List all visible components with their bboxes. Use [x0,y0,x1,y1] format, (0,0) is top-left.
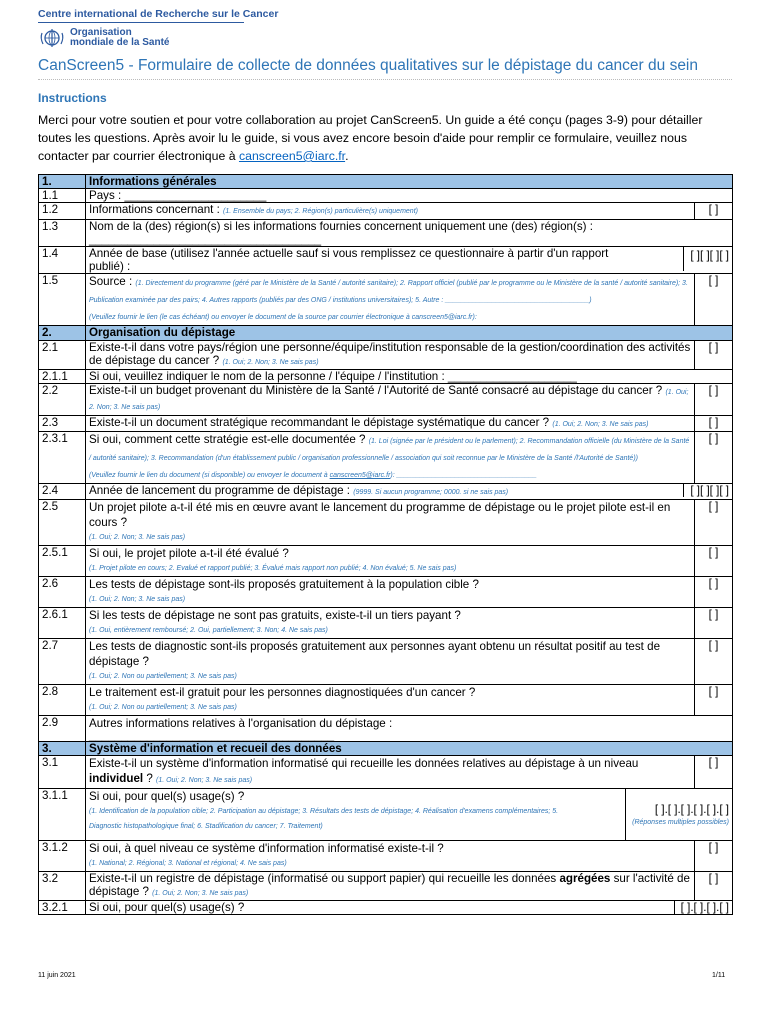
instructions-end: . [345,149,349,163]
question-row [39,500,733,546]
section-number: 3. [39,742,86,756]
question-row [39,608,733,639]
question-text: Existe-t-il un budget provenant du Ministère de la Santé / l'Autorité de Santé consacré au dépistage du cancer ? [89,384,666,398]
question-number: 3.2.1 [39,901,86,915]
question-text: Si oui, à quel niveau ce système d'information informatisé existe-t-il ? [89,841,444,855]
question-text-end: sur l'activité de dépistage ? [89,871,690,898]
instructions-body: Merci pour votre soutien et pour votre collaboration au projet CanScreen5. Un guide a été conçu (pages 3-9) pour détailler toutes les questions. Après avoir lu le guide, si vous avez encore besoin d'aide pour remplir ce formulaire, veuillez nous contacter par courrier électronique à [38,113,703,163]
question-cell [86,608,695,639]
title-divider [38,79,732,80]
document-instructions: (Veuillez fournir le lien du document (si disponible) ou envoyer le document à [89,471,330,479]
section-title: Informations générales [86,175,733,189]
question-number: 2.2 [39,384,86,415]
question-text: Existe-t-il un document stratégique recommandant le dépistage systématique du cancer ? [89,415,553,429]
answer-options: (1. Ensemble du pays; 2. Région(s) particulière(s) uniquement) [223,208,418,216]
answer-options: (1. Loi (signée par le président ou le parlement); 2. Recommandation officielle (du Ministère de la Santé / autorité sanitaire); 3. Recommandation (d'un établissement public / organisation professionnelle / association qui soit reconnue par le Ministère de la Santé /l'Autorité de Santé)) [89,437,690,462]
question-text-end: ? [143,772,156,786]
question-number: 2.9 [39,716,86,742]
question-cell [86,340,695,369]
footer-date: 11 juin 2021 [38,972,76,979]
question-row [39,384,733,415]
question-text: Si oui, comment cette stratégie est-elle documentée ? [89,432,369,446]
year-answer-box[interactable]: [ ][ ][ ][ ] [683,247,732,271]
question-cell [86,431,695,483]
questionnaire-table [38,174,733,915]
email-link[interactable]: canscreen5@iarc.fr [238,149,346,163]
section-number: 2. [39,326,86,340]
answer-box[interactable]: [ ] [694,203,732,219]
question-cell [86,219,733,246]
question-emphasis: individuel [89,772,144,786]
question-text: Existe-t-il un système d'information informatisé qui recueille les données relatives au dépistage à un niveau [89,757,639,771]
answer-options: (1. Oui; 2. Non ou partiellement; 3. Ne sais pas) [89,673,237,681]
answer-options: (1. National; 2. Régional; 3. National et régional; 4. Ne sais pas) [89,859,287,867]
question-cell [86,901,733,915]
question-row [39,370,733,384]
question-text: Si oui, pour quel(s) usage(s) ? [89,790,245,804]
question-number: 2.3 [39,415,86,431]
answer-box[interactable]: [ ] [694,639,732,685]
instructions-text [38,111,734,165]
who-line-2: mondiale de la Santé [70,37,170,48]
question-cell [86,415,695,431]
question-row [39,247,733,274]
question-cell [86,546,695,577]
question-row [39,483,733,499]
multi-answer-box[interactable]: [ ].[ ].[ ].[ ].[ ].[ ] [654,803,729,817]
answer-box[interactable]: [ ] [694,608,732,639]
question-number: 1.4 [39,247,86,274]
answer-box[interactable]: [ ] [694,384,732,415]
question-cell [86,577,695,608]
question-text: Un projet pilote a-t-il été mis en œuvre avant le lancement du programme de dépistage ou le projet pilote est-il en cours ? [89,501,671,530]
question-emphasis: agrégées [559,871,611,885]
source-instructions: (Veuillez fournir le lien (le cas échéant) ou envoyer le document de la source par courrier électronique à canscreen5@iarc.fr): [89,314,477,322]
question-row [39,871,733,900]
multi-answer-box[interactable]: [ ].[ ].[ ].[ ] [674,901,732,914]
question-row [39,756,733,789]
question-cell [86,274,695,326]
question-row [39,415,733,431]
question-text: Année de lancement du programme de dépistage : [89,483,354,497]
answer-box[interactable]: [ ] [694,415,732,431]
question-cell [86,840,695,871]
question-cell [86,716,733,742]
question-row [39,901,733,915]
question-number: 1.2 [39,203,86,219]
question-text: Nom de la (des) région(s) si les informations fournies concernent uniquement une (des) région(s) : [89,219,593,233]
answer-box[interactable]: [ ] [694,546,732,577]
question-number: 1.5 [39,274,86,326]
question-number: 2.7 [39,639,86,685]
question-text: Informations concernant : [89,203,224,217]
question-row [39,203,733,219]
question-number: 3.1.1 [39,789,86,840]
question-number: 3.2 [39,871,86,900]
question-number: 2.8 [39,685,86,716]
answer-box[interactable]: [ ] [694,871,732,900]
question-number: 2.3.1 [39,431,86,483]
page-number: 1/11 [712,972,726,979]
section-row [39,326,733,340]
answer-box[interactable]: [ ] [694,500,732,546]
answer-options: (1. Projet pilote en cours; 2. Evalué et rapport publié; 3. Évalué mais rapport non publié; 4. Non évalué; 5. Ne sais pas) [89,565,457,573]
question-cell [86,639,695,685]
answer-box[interactable]: [ ] [694,577,732,608]
answer-options: (1. Oui; 2. Non; 3. Ne sais pas) [89,534,186,542]
question-text: Si oui, pour quel(s) usage(s) ? [89,901,245,915]
question-text: Autres informations relatives à l'organisation du dépistage : [89,717,393,731]
question-row [39,189,733,203]
question-cell [86,685,695,716]
question-cell [86,384,695,415]
instructions-heading: Instructions [38,91,107,105]
question-text: Les tests de dépistage sont-ils proposés gratuitement à la population cible ? [89,578,479,592]
question-number: 2.6.1 [39,608,86,639]
question-text: Source : [89,275,136,289]
question-text: Existe-t-il un registre de dépistage (informatisé ou support papier) qui recueille les données [89,871,560,885]
question-number: 2.4 [39,483,86,499]
header [38,8,278,49]
question-number: 1.3 [39,219,86,246]
answer-options: (1. Identification de la population cible; 2. Participation au dépistage; 3. Résultats des tests de dépistage; 4. Réalisation d'examens complémentaires; 5. Diagnostic histopathologique final; 6. Stadification du cancer; 7. Traitement) [89,808,559,831]
answer-options: (1. Oui, entièrement remboursé; 2. Oui, partiellement; 3. Non; 4. Ne sais pas) [89,627,328,635]
question-number: 2.1 [39,340,86,369]
question-number: 1.1 [39,189,86,203]
question-text: Les tests de diagnostic sont-ils proposés gratuitement aux personnes ayant obtenu un résultat positif au test de dépistage ? [89,640,661,669]
who-name [70,28,169,48]
question-text[interactable]: Si oui, veuillez indiquer le nom de la personne / l'équipe / l'institution : ____________________ [86,370,733,384]
iarc-name: Centre international de Recherche sur le Cancer [38,8,279,20]
question-number: 3.1 [39,756,86,789]
email-link[interactable]: canscreen5@iarc.fr [329,471,391,479]
question-text: Existe-t-il dans votre pays/région une personne/équipe/institution responsable de la gestion/coordination des activités de dépistage du cancer ? [89,340,691,367]
answer-options: (1. Oui; 2. Non; 3. Ne sais pas) [156,777,253,785]
question-row [39,840,733,871]
question-row [39,789,733,840]
question-row [39,577,733,608]
question-cell [86,483,733,499]
question-row [39,340,733,369]
question-row [39,431,733,483]
question-number: 2.1.1 [39,370,86,384]
section-title: Système d'information et recueil des données [86,742,733,756]
section-row [39,175,733,189]
question-cell [86,871,695,900]
question-cell [86,203,695,219]
answer-options: (1. Oui; 2. Non; 3. Ne sais pas) [152,889,249,897]
question-cell [86,789,733,840]
question-number: 3.1.2 [39,840,86,871]
answer-line[interactable]: ____________________________________ [89,232,322,246]
who-logo [38,27,278,49]
question-cell [86,500,695,546]
answer-box[interactable]: [ ] [694,685,732,716]
question-number: 2.5.1 [39,546,86,577]
question-text: Si les tests de dépistage ne sont pas gratuits, existe-t-il un tiers payant ? [89,609,461,623]
answer-options: (1. Directement du programme (géré par le Ministère de la Santé / autorité sanitaire); 2. Rapport officiel (publié par le programme ou le Ministère de la santé / autorité sanitaire); 3. Publication examinée par des pairs; 4. Autres rapports (publiés par des ONG / institutions universitaires); 5. Autre : _____________________________________) [89,280,688,305]
header-divider [38,22,244,23]
year-answer-box[interactable]: [ ][ ][ ][ ] [683,484,732,497]
question-text: Si oui, le projet pilote a-t-il été évalué ? [89,547,289,561]
answer-options: (1. Oui; 2. Non; 3. Ne sais pas) [89,596,186,604]
question-cell [86,756,695,789]
section-row [39,742,733,756]
question-cell [86,247,733,274]
answer-options: (9999. Si aucun programme; 0000. si ne sais pas) [353,488,509,496]
answer-box[interactable]: [ ] [694,756,732,789]
document-instructions-end: ): ____________________________________ [390,471,537,479]
question-text: Année de base (utilisez l'année actuelle sauf si vous remplissez ce questionnaire à partir d'un rapport publié) : [89,247,609,274]
answer-options: (1. Oui; 2. Non; 3. Ne sais pas) [89,389,689,412]
answer-options: (1. Oui; 2. Non; 3. Ne sais pas) [552,420,649,428]
question-row [39,219,733,246]
multi-answer-note: (Réponses multiples possibles) [632,819,729,827]
section-title: Organisation du dépistage [86,326,733,340]
answer-box[interactable]: [ ] [694,274,732,326]
question-text[interactable]: Pays : ______________________ [86,189,733,203]
who-emblem-icon [38,27,66,49]
answer-box[interactable]: [ ] [694,840,732,871]
question-number: 2.6 [39,577,86,608]
answer-box[interactable]: [ ] [694,340,732,369]
answer-line[interactable]: ______________________________________ [89,729,335,743]
answer-options: (1. Oui; 2. Non; 3. Ne sais pas) [222,358,319,366]
section-number: 1. [39,175,86,189]
question-row [39,639,733,685]
answer-box[interactable]: [ ] [694,431,732,483]
question-row [39,716,733,742]
question-row [39,685,733,716]
question-text: Le traitement est-il gratuit pour les personnes diagnostiquées d'un cancer ? [89,686,476,700]
question-number: 2.5 [39,500,86,546]
document-title: CanScreen5 - Formulaire de collecte de données qualitatives sur le dépistage du cancer du sein [38,57,698,74]
question-row [39,546,733,577]
question-row [39,274,733,326]
answer-options: (1. Oui; 2. Non ou partiellement; 3. Ne sais pas) [89,704,237,712]
who-line-1: Organisation [70,27,132,38]
